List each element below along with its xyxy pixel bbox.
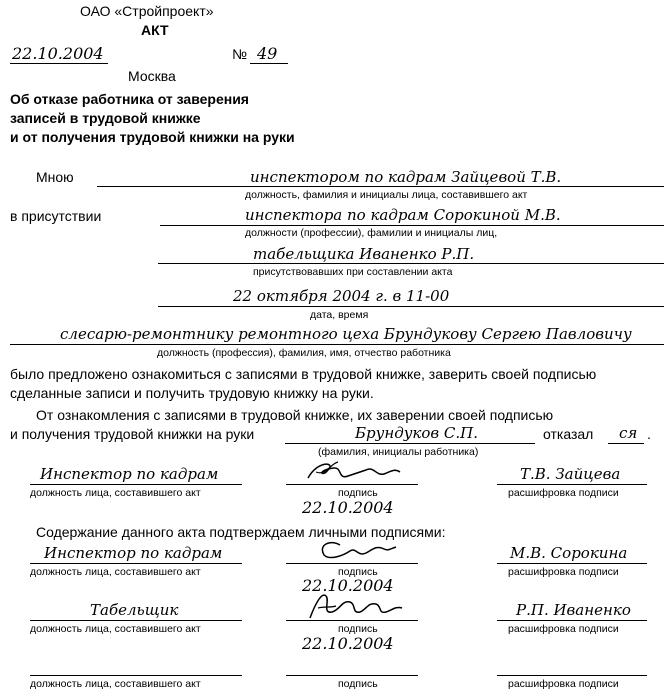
employee-line — [10, 344, 664, 345]
witness1-line — [160, 225, 664, 226]
datetime-line — [158, 306, 664, 307]
caption-position-3: должность лица, составившего акт — [30, 623, 201, 635]
witness1-signature-line — [286, 563, 418, 564]
caption-signature-1: подпись — [338, 487, 378, 499]
act-number: 49 — [257, 44, 278, 63]
witness2-position: Табельщик — [90, 601, 179, 619]
witness1-sign-date: 22.10.2004 — [302, 576, 394, 595]
bottom-signature-line — [286, 675, 418, 676]
employee-name-caption: (фамилия, инициалы работника) — [318, 446, 479, 458]
document-type: АКТ — [141, 22, 169, 38]
witness2-position-line — [30, 620, 242, 621]
period: . — [647, 426, 651, 442]
caption-decoding-2: расшифровка подписи — [508, 566, 619, 578]
refusing-employee-line — [285, 443, 535, 444]
act-date: 22.10.2004 — [12, 44, 104, 63]
witness2-signature — [296, 588, 416, 624]
presence-label: в присутствии — [10, 208, 102, 224]
witness-caption-2: присутствовавших при составлении акта — [253, 266, 453, 278]
compiler-signature-line — [286, 484, 418, 485]
caption-decoding-1: расшифровка подписи — [508, 487, 619, 499]
refused-label: отказал — [543, 426, 594, 442]
witness-caption-1: должности (профессии), фамилии и инициалы лиц, — [245, 227, 498, 239]
employee-value: слесарю-ремонтнику ремонтного цеха Брундукову Сергею Павловичу — [60, 325, 632, 343]
act-date-line — [10, 63, 108, 64]
caption-signature-2: подпись — [338, 566, 378, 578]
caption-position-4: должность лица, составившего акт — [30, 678, 201, 690]
caption-decoding-3: расшифровка подписи — [508, 623, 619, 635]
employee-caption: должность (профессия), фамилия, имя, отчество работника — [157, 347, 451, 359]
witness2-signature-line — [286, 620, 418, 621]
title-line-2: записей в трудовой книжке — [10, 110, 201, 126]
paragraph-2-line-1: От ознакомления с записями в трудовой книжке, их заверении своей подписью — [36, 407, 554, 423]
number-label: № — [232, 46, 248, 62]
act-number-line — [250, 63, 288, 64]
refused-suffix: ся — [619, 424, 638, 442]
bottom-name-line — [497, 675, 647, 676]
witness1-name-line — [497, 563, 647, 564]
compiler-caption: должность, фамилия и инициалы лица, составившего акт — [245, 189, 528, 201]
datetime-value: 22 октября 2004 г. в 11-00 — [233, 287, 450, 305]
bottom-position-line — [30, 675, 242, 676]
compiler-line — [97, 186, 664, 187]
compiler-position-line — [30, 484, 242, 485]
paragraph-1-line-1: было предложено ознакомиться с записями в трудовой книжке, заверить своей подписью — [10, 366, 597, 382]
refusing-employee: Брундуков С.П. — [355, 424, 478, 442]
by-me-label: Мною — [36, 169, 74, 185]
witness1-name: М.В. Сорокина — [510, 544, 628, 562]
compiler-sign-date: 22.10.2004 — [302, 498, 394, 517]
title-line-3: и от получения трудовой книжки на руки — [10, 129, 295, 145]
compiler-value: инспектором по кадрам Зайцевой Т.В. — [250, 168, 562, 186]
paragraph-2-line-2: и получения трудовой книжки на руки — [10, 426, 255, 442]
datetime-caption: дата, время — [310, 309, 369, 321]
caption-decoding-4: расшифровка подписи — [508, 678, 619, 690]
title-line-1: Об отказе работника от заверения — [10, 91, 249, 107]
witness1-position: Инспектор по кадрам — [44, 544, 223, 562]
caption-signature-4: подпись — [338, 678, 378, 690]
witness1-value: инспектора по кадрам Сорокиной М.В. — [245, 206, 561, 224]
organization-name: ОАО «Стройпроект» — [80, 3, 214, 19]
compiler-position: Инспектор по кадрам — [40, 465, 219, 483]
confirmation-text: Содержание данного акта подтверждаем личными подписями: — [36, 524, 446, 540]
witness2-name-line — [497, 620, 647, 621]
caption-position-2: должность лица, составившего акт — [30, 566, 201, 578]
caption-signature-3: подпись — [338, 623, 378, 635]
witness2-sign-date: 22.10.2004 — [302, 634, 394, 653]
compiler-name-line — [497, 484, 647, 485]
paragraph-1-line-2: сделанные записи и получить трудовую книжку на руки. — [10, 385, 374, 401]
compiler-name: Т.В. Зайцева — [520, 465, 621, 483]
witness1-position-line — [30, 563, 242, 564]
caption-position-1: должность лица, составившего акт — [30, 487, 201, 499]
witness2-line — [158, 263, 664, 264]
witness2-name: Р.П. Иваненко — [516, 601, 631, 619]
witness2-value: табельщика Иваненко Р.П. — [253, 245, 475, 263]
city: Москва — [128, 68, 176, 84]
refused-suffix-line — [608, 443, 644, 444]
